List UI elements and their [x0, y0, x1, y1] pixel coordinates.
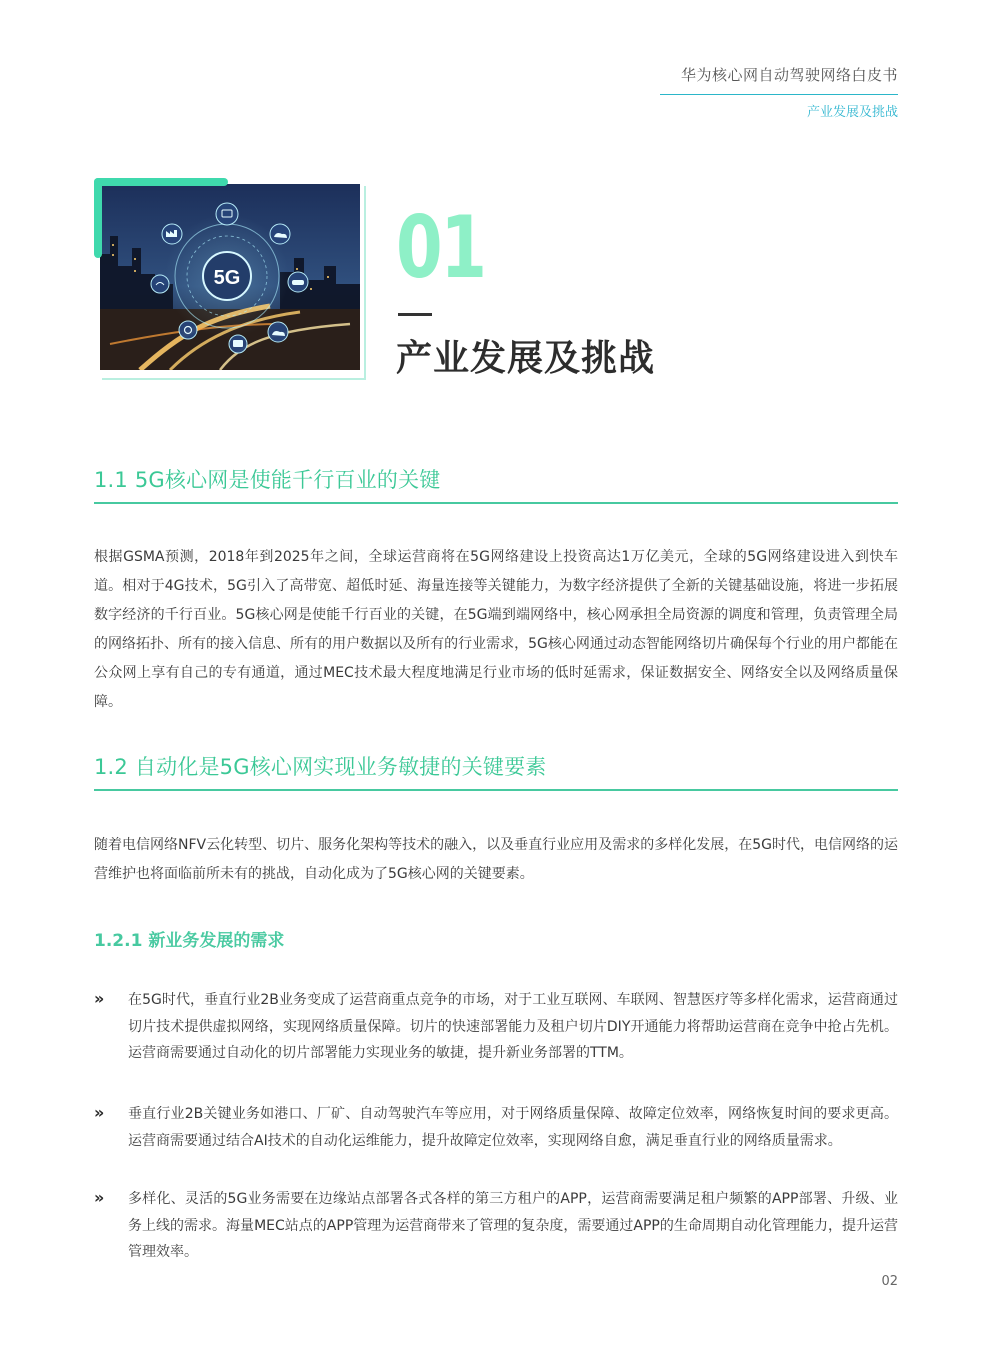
double-chevron-icon: » [94, 1188, 102, 1207]
5g-city-photo [100, 184, 360, 370]
list-item-text: 多样化、灵活的5G业务需要在边缘站点部署各式各样的第三方租户的APP，运营商需要满足租户频繁的APP部署、升级、业务上线的需求。海量MEC站点的APP管理为运营商带来了管理的复杂度，需要通过APP的生命周期自动化管理能力，提升运营管理效率。 [128, 1191, 898, 1260]
chapter-number: 01 [396, 198, 485, 298]
list-item [94, 987, 898, 1067]
page-number: 02 [881, 1274, 898, 1289]
doc-title: 华为核心网自动驾驶网络白皮书 [680, 66, 898, 84]
chapter-illustration [94, 178, 366, 380]
camera-icon [216, 203, 238, 225]
list-item [94, 1186, 898, 1266]
signal-icon [151, 275, 169, 293]
corner-accent [94, 178, 228, 186]
5g-hub-icon [203, 252, 251, 300]
subsection-heading-1-2-1: 1.2.1 新业务发展的需求 [94, 931, 285, 951]
doc-section-label: 产业发展及挑战 [806, 105, 898, 120]
section-rule [94, 789, 898, 791]
section-paragraph-1-1: 根据GSMA预测，2018年到2025年之间，全球运营商将在5G网络建设上投资高达1万亿美元，全球的5G网络建设进入到快车道。相对于4G技术，5G引入了高带宽、超低时延、海量连接等关键能力，为数字经济提供了全新的关键基础设施，将进一步拓展数字经济的千行百业。5G核心网是使能千行百业的关键，在5G端到端网络中，核心网承担全局资源的调度和管理，负责管理全局的网络拓扑、所有的接入信息、所有的用户数据以及所有的行业需求，5G核心网通过动态智能网络切片确保每个行业的用户都能在公众网上享有自己的专有通道，通过MEC技术最大程度地满足行业市场的低时延需求，保证数据安全、网络安全以及网络质量保障。 [94, 549, 898, 710]
svg-text:5G: 5G [213, 267, 241, 289]
list-item-text: 垂直行业2B关键业务如港口、厂矿、自动驾驶汽车等应用，对于网络质量保障、故障定位效率，网络恢复时间的要求更高。运营商需要通过结合AI技术的自动化运维能力，提升故障定位效率，实现网络自愈，满足垂直行业的网络质量需求。 [128, 1106, 898, 1149]
double-chevron-icon: » [94, 1103, 102, 1122]
list-item [94, 1101, 898, 1154]
header-rule [660, 94, 898, 95]
chapter-title: 产业发展及挑战 [396, 338, 656, 379]
section-rule [94, 502, 898, 504]
double-chevron-icon: » [94, 989, 102, 1008]
gear-icon [179, 321, 197, 339]
list-item-text: 在5G时代，垂直行业2B业务变成了运营商重点竞争的市场，对于工业互联网、车联网、智慧医疗等多样化需求，运营商通过切片技术提供虚拟网络，实现网络质量保障。切片的快速部署能力及租户切片DIY开通能力将帮助运营商在竞争中抢占先机。运营商需要通过自动化的切片部署能力实现业务的敏捷，提升新业务部署的TTM。 [128, 992, 898, 1061]
section-paragraph-1-2: 随着电信网络NFV云化转型、切片、服务化架构等技术的融入，以及垂直行业应用及需求的多样化发展，在5G时代，电信网络的运营维护也将面临前所未有的挑战，自动化成为了5G核心网的关键要素。 [94, 837, 898, 882]
section-heading-1-1: 1.1 5G核心网是使能千行百业的关键 [94, 468, 441, 492]
corner-accent [94, 178, 102, 258]
chapter-dash [398, 313, 432, 316]
section-heading-1-2: 1.2 自动化是5G核心网实现业务敏捷的关键要素 [94, 755, 547, 779]
